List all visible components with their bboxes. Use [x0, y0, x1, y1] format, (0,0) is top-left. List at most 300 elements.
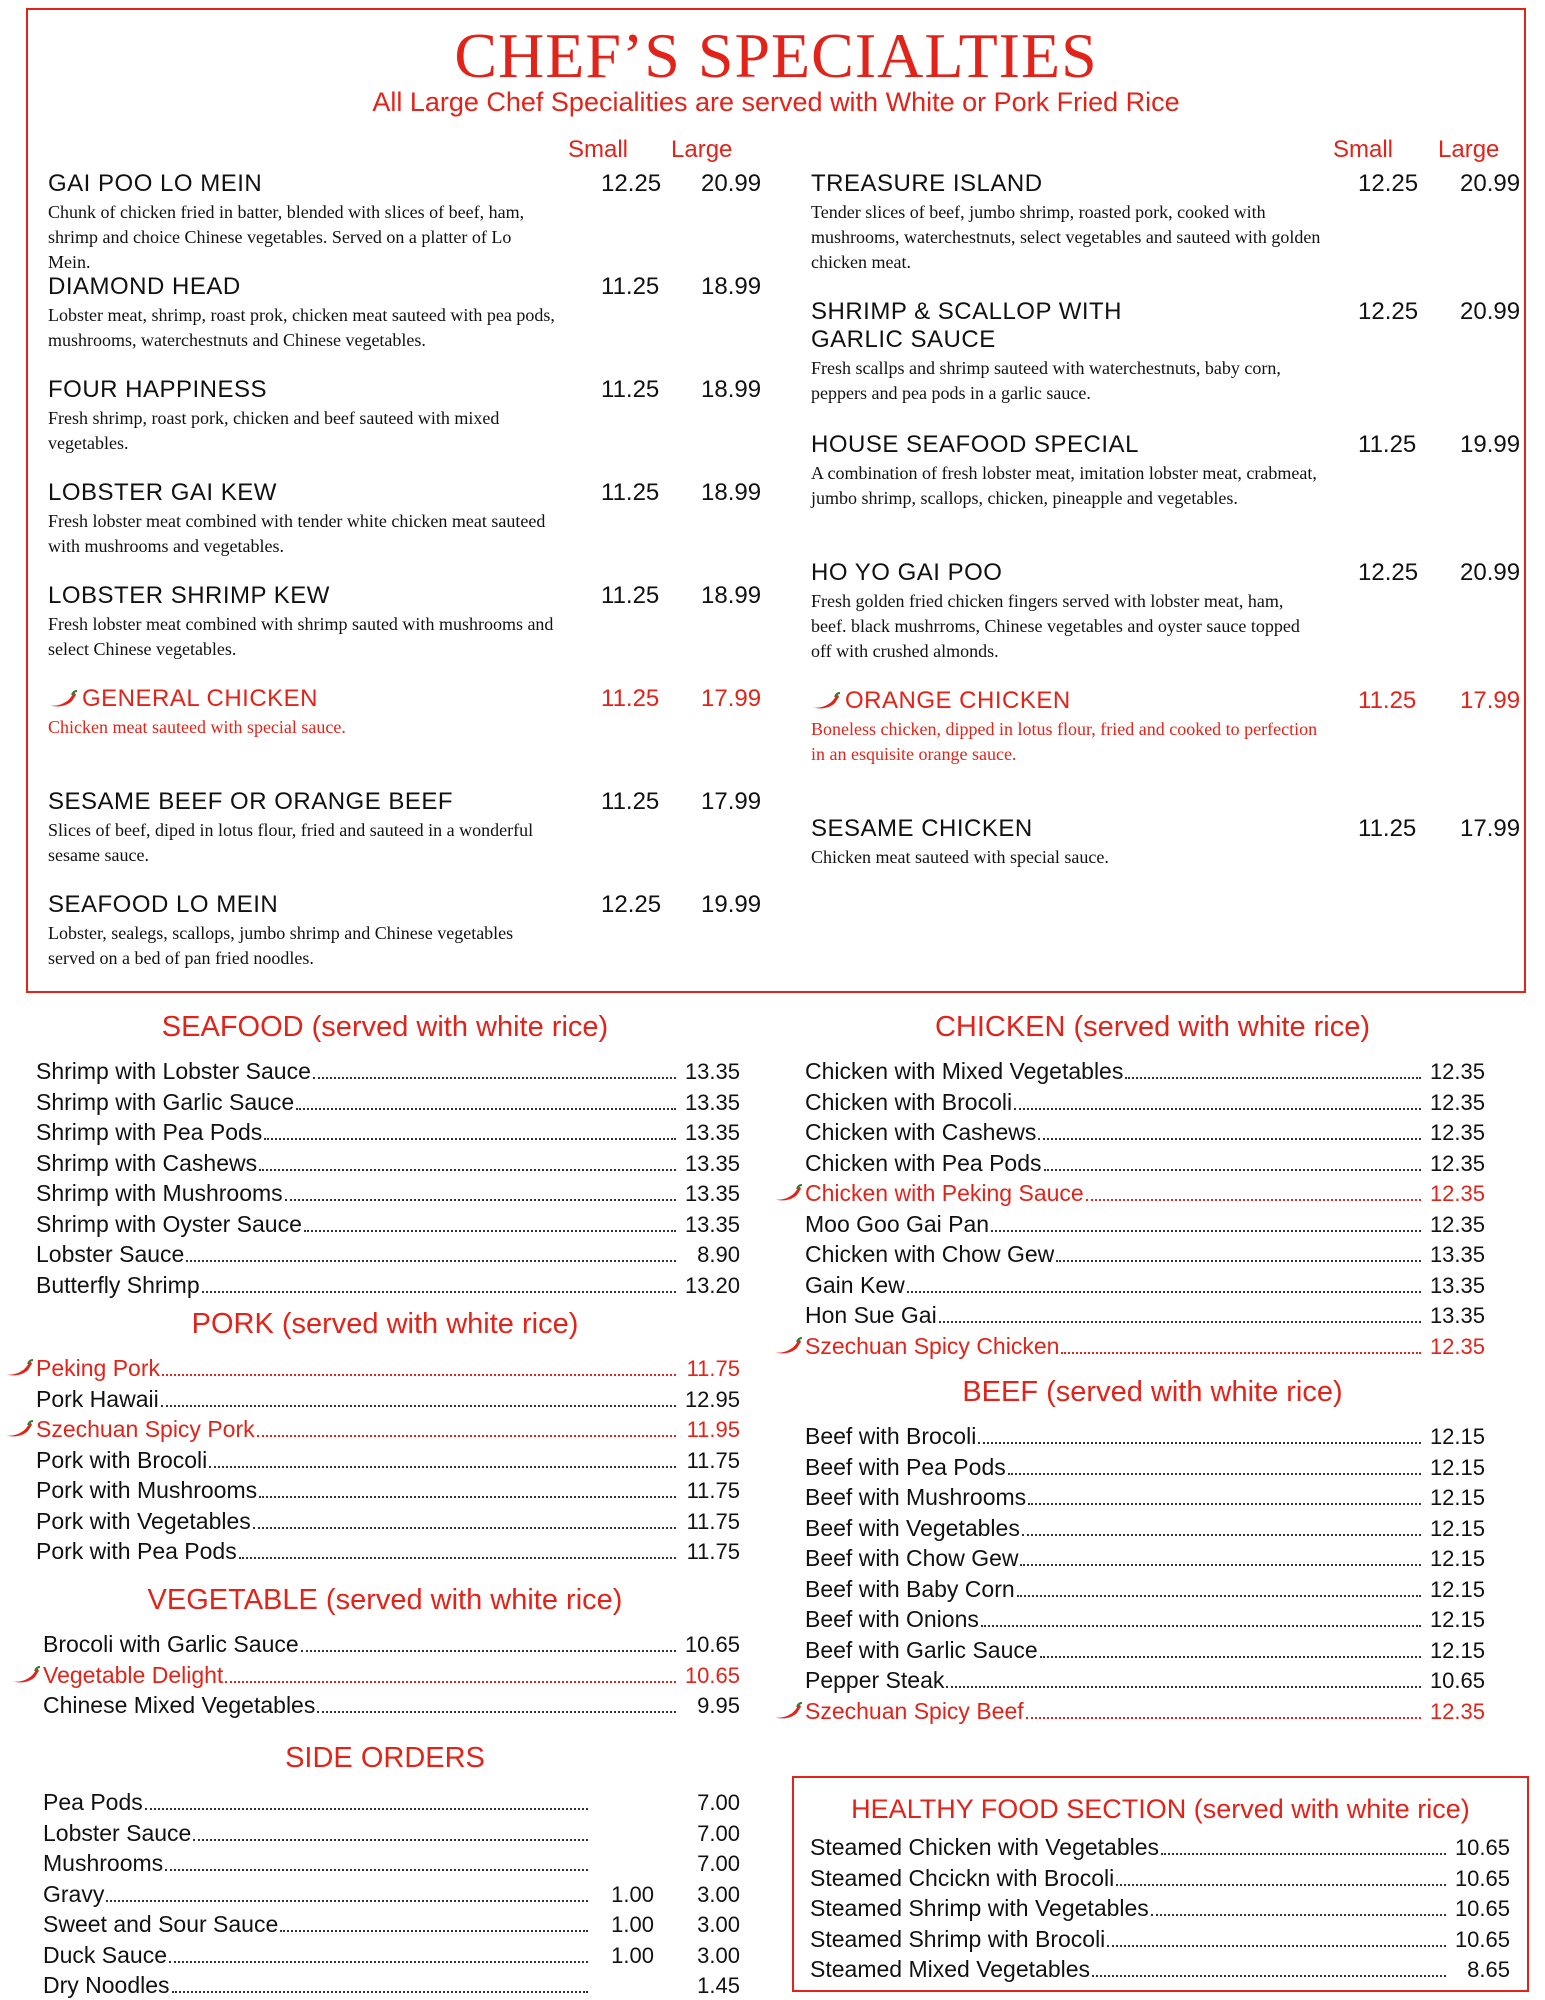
specialty-name — [48, 273, 768, 301]
chili-pepper-icon — [811, 692, 841, 710]
specialty-small-price: 12.25 — [1358, 559, 1419, 586]
menu-row — [805, 1302, 1485, 1333]
dot-leader — [1028, 1503, 1421, 1505]
chili-pepper-icon — [773, 1184, 803, 1202]
menu-row — [36, 1150, 740, 1181]
menu-item-price: 3.00 — [697, 1881, 740, 1907]
specialty-name-text: HO YO GAI POO — [811, 559, 1003, 586]
menu-item-small-price: 1.00 — [611, 1942, 654, 1968]
specialty-description: A combination of fresh lobster meat, imitation lobster meat, crabmeat, jumbo shrimp, scallops, chicken, pineapple and vegetables. — [811, 463, 1317, 508]
large-header-right: Large — [1438, 136, 1500, 163]
specialty-small-price: 11.25 — [601, 479, 660, 506]
menu-item-price: 8.65 — [1467, 1957, 1510, 1982]
menu-item-name: Shrimp with Oyster Sauce — [36, 1210, 302, 1237]
menu-row — [36, 1538, 740, 1569]
specialty-item — [811, 431, 1521, 559]
specialty-large-price: 17.99 — [701, 685, 762, 712]
menu-item-name: Vegetable Delight — [43, 1661, 224, 1688]
specialty-item — [48, 788, 768, 891]
menu-item-small-price: 1.00 — [611, 1912, 654, 1937]
menu-row — [805, 1423, 1485, 1454]
dot-leader — [186, 1260, 676, 1262]
dot-leader — [145, 1808, 588, 1810]
dot-leader — [209, 1466, 676, 1468]
menu-item-name: Steamed Chicken with Vegetables — [810, 1834, 1160, 1860]
menu-row — [805, 1180, 1485, 1211]
menu-item-name: Steamed Shrimp with Brocoli — [810, 1925, 1106, 1952]
specialty-name-text: SHRIMP & SCALLOP WITH GARLIC SAUCE — [811, 298, 1123, 353]
side-orders-list — [43, 1789, 740, 2000]
small-header-right: Small — [1333, 136, 1394, 163]
dot-leader — [253, 1527, 676, 1529]
menu-item-price: 12.15 — [1429, 1424, 1485, 1449]
specialty-name-text: SESAME BEEF OR ORANGE BEEF — [48, 788, 454, 815]
vegetable-list — [43, 1631, 740, 1723]
specialty-name — [48, 788, 768, 816]
menu-row — [36, 1355, 740, 1386]
menu-row — [36, 1508, 740, 1539]
specialty-small-price: 11.25 — [601, 273, 660, 300]
specialty-name — [48, 685, 768, 713]
specialty-item — [811, 687, 1521, 815]
dot-leader — [1014, 1108, 1421, 1110]
menu-item-name: Mushrooms — [43, 1850, 164, 1876]
menu-item-price: 12.95 — [684, 1386, 740, 1412]
specialty-small-price: 12.25 — [601, 891, 662, 918]
menu-item-name: Pork with Mushrooms — [36, 1477, 258, 1503]
specialty-name-text: TREASURE ISLAND — [811, 170, 1043, 197]
menu-item-price: 1.45 — [697, 1973, 740, 1998]
menu-row — [805, 1089, 1485, 1120]
dot-leader — [1020, 1564, 1421, 1566]
menu-item-name: Beef with Brocoli — [805, 1423, 977, 1449]
menu-row — [43, 1942, 740, 1973]
dot-leader — [304, 1230, 676, 1232]
menu-item-price: 7.00 — [697, 1851, 740, 1876]
dot-leader — [165, 1869, 588, 1871]
specialty-name-text: LOBSTER GAI KEW — [48, 479, 277, 506]
specialty-description: Chicken meat sauteed with special sauce. — [811, 847, 1109, 867]
menu-item-price: 11.75 — [686, 1539, 740, 1564]
dot-leader — [264, 1138, 676, 1140]
specialty-name-text: LOBSTER SHRIMP KEW — [48, 582, 330, 609]
menu-item-price: 12.35 — [1429, 1150, 1485, 1176]
dot-leader — [1038, 1138, 1421, 1140]
menu-item-name: Chinese Mixed Vegetables — [43, 1692, 316, 1718]
specialty-name-text: ORANGE CHICKEN — [845, 687, 1071, 714]
specialty-item — [811, 815, 1521, 943]
menu-item-name: Moo Goo Gai Pan — [805, 1210, 990, 1237]
menu-item-name: Pork with Vegetables — [36, 1507, 251, 1534]
menu-item-name: Lobster Sauce — [43, 1819, 192, 1846]
healthy-title: HEALTHY FOOD SECTION (served with white rice) — [851, 1794, 1470, 1824]
menu-item-name: Beef with Garlic Sauce — [805, 1636, 1038, 1663]
specialty-small-price: 12.25 — [601, 170, 662, 197]
dot-leader — [257, 1435, 676, 1437]
specialty-small-price: 12.25 — [1358, 298, 1419, 325]
dot-leader — [981, 1625, 1421, 1627]
menu-item-name: Sweet and Sour Sauce — [43, 1911, 279, 1937]
menu-row — [43, 1881, 740, 1912]
menu-item-name: Chicken with Pea Pods — [805, 1149, 1042, 1176]
specialty-item — [48, 273, 768, 376]
specialty-item — [48, 479, 768, 582]
dot-leader — [239, 1557, 676, 1559]
menu-row — [36, 1272, 740, 1303]
specialty-small-price: 11.25 — [601, 582, 660, 609]
menu-item-price: 11.75 — [686, 1508, 740, 1534]
specialty-description: Slices of beef, diped in lotus flour, fried and sauteed in a wonderful sesame sauce. — [48, 820, 534, 865]
specialty-description: Tender slices of beef, jumbo shrimp, roasted pork, cooked with mushrooms, waterchestnuts, select vegetables and sauteed with golden chicken meat. — [811, 202, 1321, 272]
specialty-description: Chicken meat sauteed with special sauce. — [48, 717, 346, 737]
specialty-large-price: 20.99 — [1460, 170, 1521, 197]
menu-item-name: Butterfly Shrimp — [36, 1271, 200, 1298]
chili-pepper-icon — [773, 1337, 803, 1355]
menu-item-small-price: 1.00 — [611, 1881, 654, 1907]
menu-row — [36, 1180, 740, 1211]
dot-leader — [259, 1169, 676, 1171]
menu-item-price: 11.75 — [686, 1447, 740, 1473]
specialty-item — [48, 376, 768, 479]
dot-leader — [978, 1442, 1421, 1444]
menu-row — [805, 1667, 1485, 1698]
specialty-name-text: SEAFOOD LO MEIN — [48, 891, 279, 918]
menu-item-name: Dry Noodles — [43, 1972, 170, 1998]
chicken-title: CHICKEN (served with white rice) — [934, 1011, 1371, 1043]
menu-item-price: 8.90 — [697, 1242, 740, 1267]
chili-pepper-icon — [4, 1359, 34, 1377]
menu-row — [43, 1972, 740, 2000]
menu-item-price: 12.15 — [1429, 1576, 1485, 1602]
menu-item-name: Steamed Chcickn with Brocoli — [810, 1864, 1115, 1891]
menu-item-price: 13.20 — [684, 1272, 740, 1298]
menu-item-price: 13.35 — [684, 1059, 740, 1084]
specialty-large-price: 19.99 — [701, 891, 762, 918]
chili-pepper-icon — [48, 690, 78, 708]
menu-item-name: Shrimp with Mushrooms — [36, 1180, 283, 1206]
menu-item-name: Shrimp with Lobster Sauce — [36, 1058, 311, 1084]
specialty-small-price: 11.25 — [1358, 431, 1417, 458]
chef-specialties-box — [26, 8, 1526, 993]
dot-leader — [161, 1405, 676, 1407]
menu-item-price: 3.00 — [697, 1912, 740, 1937]
specialty-name — [48, 479, 768, 507]
menu-row — [36, 1058, 740, 1089]
specialty-item — [48, 582, 768, 685]
menu-item-name: Shrimp with Pea Pods — [36, 1119, 263, 1145]
menu-item-name: Steamed Shrimp with Vegetables — [810, 1895, 1149, 1921]
menu-row — [36, 1416, 740, 1447]
menu-item-price: 7.00 — [697, 1820, 740, 1846]
dot-leader — [301, 1650, 676, 1652]
specialty-item — [811, 170, 1521, 298]
dot-leader — [1061, 1352, 1421, 1354]
dot-leader — [1161, 1853, 1446, 1855]
menu-row — [805, 1211, 1485, 1242]
dot-leader — [280, 1930, 588, 1932]
dot-leader — [313, 1077, 676, 1079]
chili-pepper-icon — [4, 1420, 34, 1438]
specialty-item — [48, 170, 768, 273]
specialty-small-price: 11.25 — [601, 685, 660, 712]
specialty-item — [811, 298, 1521, 431]
menu-row — [43, 1789, 740, 1820]
dot-leader — [946, 1686, 1421, 1688]
menu-item-name: Duck Sauce — [43, 1941, 168, 1968]
dot-leader — [296, 1108, 676, 1110]
menu-row — [36, 1211, 740, 1242]
menu-item-name: Szechuan Spicy Beef — [805, 1697, 1024, 1724]
menu-item-price: 13.35 — [684, 1089, 740, 1115]
menu-item-price: 13.35 — [684, 1181, 740, 1206]
menu-item-name: Steamed Mixed Vegetables — [810, 1956, 1091, 1982]
menu-row — [805, 1119, 1485, 1150]
menu-row — [36, 1447, 740, 1478]
dot-leader — [169, 1961, 588, 1963]
menu-item-name: Pepper Steak — [805, 1667, 945, 1693]
pork-title: PORK (served with white rice) — [191, 1308, 579, 1340]
menu-row — [43, 1850, 740, 1881]
specialty-large-price: 20.99 — [1460, 559, 1521, 586]
specialty-large-price: 18.99 — [701, 273, 762, 300]
menu-item-name: Szechuan Spicy Pork — [36, 1416, 255, 1442]
menu-item-price: 12.35 — [1429, 1089, 1485, 1115]
menu-item-price: 12.15 — [1429, 1485, 1485, 1510]
menu-row — [810, 1865, 1510, 1896]
dot-leader — [939, 1321, 1421, 1323]
specialties-left-column — [48, 170, 768, 994]
menu-row — [810, 1926, 1510, 1957]
menu-row — [43, 1820, 740, 1851]
menu-item-name: Pork with Pea Pods — [36, 1538, 237, 1564]
menu-item-price: 13.35 — [684, 1150, 740, 1176]
specialty-name — [48, 376, 768, 404]
menu-row — [805, 1150, 1485, 1181]
dot-leader — [1086, 1199, 1421, 1201]
menu-row — [810, 1895, 1510, 1926]
specialty-small-price: 11.25 — [1358, 687, 1417, 714]
menu-item-price: 11.75 — [686, 1356, 740, 1381]
menu-item-name: Pork Hawaii — [36, 1385, 159, 1412]
menu-item-price: 10.65 — [684, 1632, 740, 1657]
menu-row — [805, 1333, 1485, 1364]
specialty-description: Fresh lobster meat combined with shrimp sauted with mushrooms and select Chinese vegetables. — [48, 614, 554, 659]
specialty-small-price: 11.25 — [1358, 815, 1417, 842]
specialty-description: Lobster, sealegs, scallops, jumbo shrimp and Chinese vegetables served on a bed of pan fried noodles. — [48, 923, 514, 968]
beef-title: BEEF (served with white rice) — [962, 1376, 1343, 1408]
dot-leader — [1116, 1884, 1446, 1886]
vegetable-title: VEGETABLE (served with white rice) — [147, 1584, 623, 1616]
menu-item-name: Peking Pork — [36, 1355, 161, 1381]
menu-item-price: 13.35 — [684, 1211, 740, 1237]
menu-row — [805, 1272, 1485, 1303]
dot-leader — [202, 1291, 676, 1293]
menu-row — [805, 1241, 1485, 1272]
menu-item-price: 13.35 — [1429, 1303, 1485, 1328]
menu-row — [805, 1606, 1485, 1637]
specialty-name — [811, 298, 1211, 354]
menu-row — [43, 1692, 740, 1723]
chef-title: CHEF’S SPECIALTIES — [454, 20, 1098, 91]
dot-leader — [1026, 1717, 1421, 1719]
specialty-small-price: 11.25 — [601, 788, 660, 815]
specialty-large-price: 17.99 — [1460, 687, 1521, 714]
menu-item-price: 12.35 — [1429, 1059, 1485, 1084]
menu-item-name: Beef with Chow Gew — [805, 1545, 1019, 1571]
menu-row — [43, 1911, 740, 1942]
specialty-large-price: 18.99 — [701, 582, 762, 609]
dot-leader — [1044, 1169, 1421, 1171]
specialties-right-column — [811, 170, 1521, 943]
menu-item-name: Lobster Sauce — [36, 1241, 185, 1267]
seafood-title: SEAFOOD (served with white rice) — [161, 1011, 609, 1043]
menu-item-price: 12.15 — [1429, 1546, 1485, 1571]
menu-row — [36, 1119, 740, 1150]
menu-item-name: Szechuan Spicy Chicken — [805, 1332, 1060, 1359]
menu-item-name: Beef with Mushrooms — [805, 1484, 1027, 1510]
menu-item-name: Brocoli with Garlic Sauce — [43, 1631, 299, 1657]
dot-leader — [106, 1900, 588, 1902]
dot-leader — [1151, 1914, 1446, 1916]
specialty-name-text: GENERAL CHICKEN — [82, 685, 318, 712]
menu-row — [810, 1956, 1510, 1987]
menu-row — [43, 1662, 740, 1693]
menu-row — [805, 1484, 1485, 1515]
small-header-left: Small — [568, 136, 629, 163]
specialty-description: Fresh golden fried chicken fingers served with lobster meat, ham, beef. black mushrroms, Chinese vegetables and oyster sauce topped off with crushed almonds. — [811, 591, 1300, 661]
menu-item-name: Pork with Brocoli — [36, 1446, 208, 1473]
specialty-name — [48, 582, 768, 610]
specialty-description: Fresh scallps and shrimp sauteed with waterchestnuts, baby corn, peppers and pea pods in a garlic sauce. — [811, 358, 1281, 403]
dot-leader — [317, 1711, 676, 1713]
menu-row — [36, 1477, 740, 1508]
specialty-description: Fresh lobster meat combined with tender white chicken meat sauteed with mushrooms and vegetables. — [48, 511, 546, 556]
menu-row — [810, 1834, 1510, 1865]
dot-leader — [1008, 1473, 1421, 1475]
menu-item-price: 12.35 — [1429, 1698, 1485, 1724]
specialty-large-price: 20.99 — [701, 170, 762, 197]
menu-item-name: Hon Sue Gai — [805, 1302, 937, 1328]
dot-leader — [907, 1291, 1421, 1293]
menu-item-price: 10.65 — [1454, 1835, 1510, 1860]
menu-item-name: Chicken with Chow Gew — [805, 1241, 1055, 1267]
menu-item-name: Beef with Pea Pods — [805, 1453, 1006, 1480]
menu-item-price: 12.35 — [1429, 1211, 1485, 1237]
specialty-description: Chunk of chicken fried in batter, blended with slices of beef, ham, shrimp and choice Chinese vegetables. Served on a platter of Lo Mein. — [48, 202, 525, 272]
dot-leader — [991, 1230, 1421, 1232]
specialty-name-text: DIAMOND HEAD — [48, 273, 241, 300]
dot-leader — [285, 1199, 676, 1201]
dot-leader — [1107, 1945, 1446, 1947]
dot-leader — [1125, 1077, 1421, 1079]
menu-item-price: 11.95 — [686, 1417, 740, 1442]
menu-row — [36, 1089, 740, 1120]
menu-item-name: Gain Kew — [805, 1271, 905, 1298]
specialty-large-price: 17.99 — [1460, 815, 1521, 842]
menu-item-name: Chicken with Cashews — [805, 1119, 1037, 1145]
beef-list — [805, 1423, 1485, 1728]
specialty-description: Boneless chicken, dipped in lotus flour, fried and cooked to perfection in an esquisite orange sauce. — [811, 719, 1318, 764]
dot-leader — [193, 1839, 588, 1841]
pork-list — [36, 1355, 740, 1569]
specialty-name-text: HOUSE SEAFOOD SPECIAL — [811, 431, 1139, 458]
menu-item-name: Shrimp with Cashews — [36, 1149, 258, 1176]
specialty-large-price: 20.99 — [1460, 298, 1521, 325]
menu-row — [43, 1631, 740, 1662]
dot-leader — [1092, 1975, 1446, 1977]
menu-item-name: Beef with Baby Corn — [805, 1575, 1015, 1602]
healthy-list — [810, 1834, 1510, 1987]
menu-item-price: 10.65 — [1454, 1865, 1510, 1891]
chicken-list — [805, 1058, 1485, 1363]
menu-item-price: 10.65 — [684, 1662, 740, 1688]
specialty-item — [48, 891, 768, 994]
menu-item-name: Shrimp with Garlic Sauce — [36, 1088, 295, 1115]
menu-row — [36, 1386, 740, 1417]
chili-pepper-icon — [11, 1666, 41, 1684]
chef-subtitle: All Large Chef Specialities are served with White or Pork Fried Rice — [372, 87, 1180, 117]
menu-item-name: Beef with Vegetables — [805, 1514, 1020, 1541]
dot-leader — [259, 1496, 676, 1498]
menu-item-name: Chicken with Brocoli — [805, 1088, 1013, 1115]
menu-item-price: 12.15 — [1429, 1607, 1485, 1632]
dot-leader — [1040, 1656, 1421, 1658]
chili-pepper-icon — [773, 1702, 803, 1720]
specialty-name-text: FOUR HAPPINESS — [48, 376, 268, 403]
specialty-description: Lobster meat, shrimp, roast prok, chicken meat sauteed with pea pods, mushrooms, waterchestnuts and Chinese vegetables. — [48, 305, 555, 350]
menu-item-name: Chicken with Mixed Vegetables — [805, 1058, 1124, 1084]
menu-row — [805, 1454, 1485, 1485]
dot-leader — [162, 1374, 676, 1376]
menu-row — [805, 1698, 1485, 1729]
large-header-left: Large — [671, 136, 733, 163]
menu-item-price: 10.65 — [1429, 1668, 1485, 1693]
menu-item-price: 12.15 — [1429, 1454, 1485, 1480]
menu-item-price: 10.65 — [1454, 1926, 1510, 1952]
menu-item-price: 9.95 — [697, 1693, 740, 1718]
menu-item-name: Chicken with Peking Sauce — [805, 1180, 1084, 1206]
menu-row — [805, 1637, 1485, 1668]
specialty-item — [48, 685, 768, 788]
dot-leader — [225, 1681, 676, 1683]
specialty-small-price: 12.25 — [1358, 170, 1419, 197]
specialty-large-price: 17.99 — [701, 788, 762, 815]
menu-item-name: Beef with Onions — [805, 1606, 979, 1632]
menu-item-price: 12.15 — [1429, 1637, 1485, 1663]
menu-item-price: 12.35 — [1429, 1333, 1485, 1359]
dot-leader — [172, 1991, 588, 1993]
specialty-name-text: SESAME CHICKEN — [811, 815, 1033, 842]
menu-row — [805, 1515, 1485, 1546]
menu-item-price: 7.00 — [697, 1790, 740, 1815]
menu-item-price: 12.15 — [1429, 1515, 1485, 1541]
menu-row — [805, 1576, 1485, 1607]
specialty-large-price: 18.99 — [701, 376, 762, 403]
healthy-food-box — [792, 1776, 1529, 1992]
menu-item-name: Pea Pods — [43, 1789, 143, 1815]
menu-row — [805, 1545, 1485, 1576]
specialty-name-text: GAI POO LO MEIN — [48, 170, 263, 197]
menu-item-name: Gravy — [43, 1880, 105, 1907]
menu-item-price: 11.75 — [686, 1478, 740, 1503]
dot-leader — [1017, 1595, 1421, 1597]
dot-leader — [1022, 1534, 1421, 1536]
menu-item-price: 10.65 — [1454, 1896, 1510, 1921]
menu-item-price: 13.35 — [684, 1120, 740, 1145]
seafood-list — [36, 1058, 740, 1302]
menu-row — [805, 1058, 1485, 1089]
menu-item-price: 12.35 — [1429, 1120, 1485, 1145]
